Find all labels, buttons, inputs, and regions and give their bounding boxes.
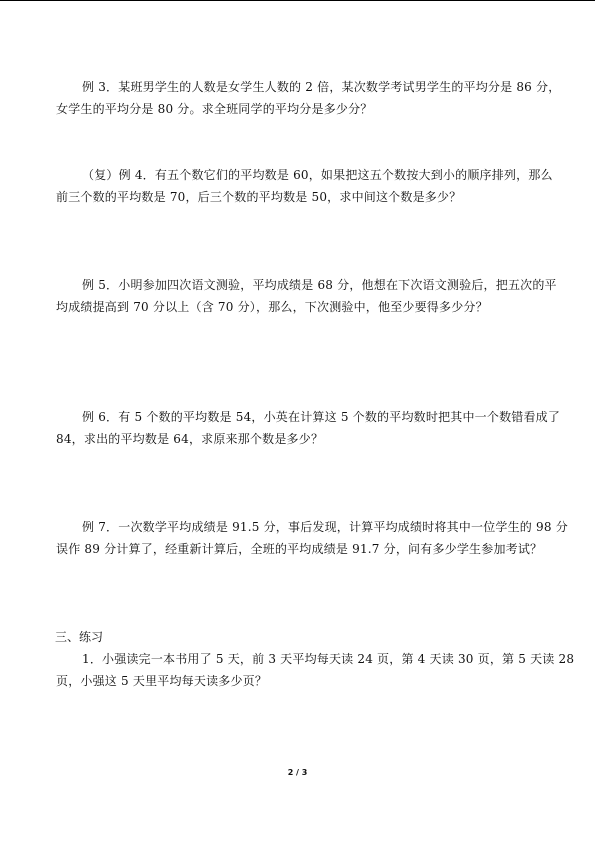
problem-line: 例 6．有 5 个数的平均数是 54，小英在计算这 5 个数的平均数时把其中一个数错看成了 bbox=[82, 410, 561, 424]
problem-line: 例 3．某班男学生的人数是女学生人数的 2 倍，某次数学考试男学生的平均分是 86 分， bbox=[82, 80, 561, 94]
exercise-line: 页，小强这 5 天里平均每天读多少页？ bbox=[56, 674, 268, 688]
problem-line: 均成绩提高到 70 分以上（含 70 分），那么，下次测验中，他至少要得多少分？ bbox=[56, 300, 488, 314]
top-border-line bbox=[0, 0, 595, 1]
problem-line: 误作 89 分计算了，经重新计算后，全班的平均成绩是 91.7 分，问有多少学生参加考试？ bbox=[56, 542, 543, 556]
problem-line: 例 7．一次数学平均成绩是 91.5 分，事后发现，计算平均成绩时将其中一位学生的 98 分 bbox=[82, 520, 568, 534]
problem-line: 前三个数的平均数是 70，后三个数的平均数是 50，求中间这个数是多少？ bbox=[56, 190, 462, 204]
problem-line: 例 5．小明参加四次语文测验，平均成绩是 68 分，他想在下次语文测验后，把五次的平 bbox=[82, 278, 557, 292]
exercise-line: 1．小强读完一本书用了 5 天，前 3 天平均每天读 24 页，第 4 天读 30 页，第 5 天读 28 bbox=[82, 652, 575, 666]
problem-line: 84，求出的平均数是 64，求原来那个数是多少？ bbox=[56, 432, 324, 446]
problem-line: （复）例 4．有五个数它们的平均数是 60，如果把这五个数按大到小的顺序排列，那么 bbox=[82, 168, 553, 182]
page-number: 2 / 3 bbox=[287, 768, 308, 777]
problem-line: 女学生的平均分是 80 分。求全班同学的平均分是多少分？ bbox=[56, 102, 373, 116]
section-heading-practice: 三、练习 bbox=[55, 630, 104, 644]
